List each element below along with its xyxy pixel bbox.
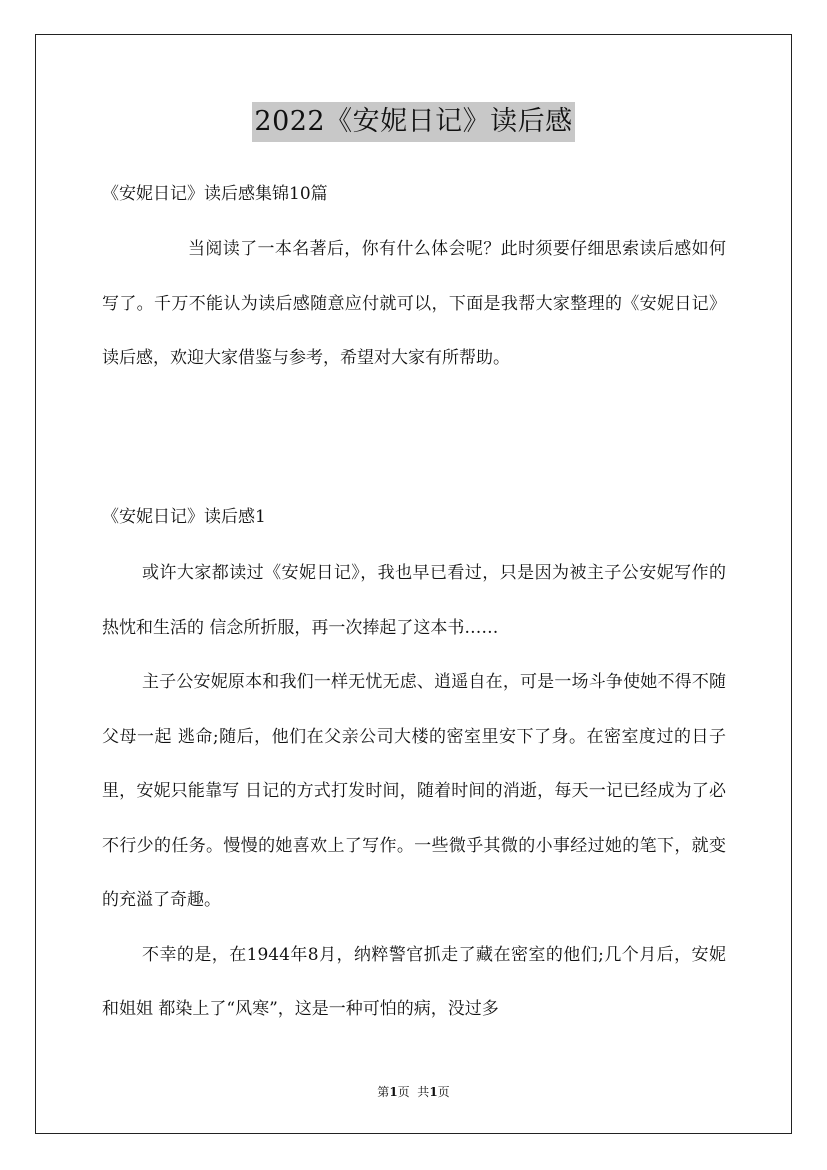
body-paragraph-1: 或许大家都读过《安妮日记》，我也早已看过，只是因为被主子公安妮写作的热忱和生活的 信念所折服，再一次捧起了这本书…… (102, 563, 726, 638)
body-paragraph-3: 不幸的是，在1944年8月，纳粹警官抓走了藏在密室的他们;几个月后，安妮和姐姐 都染上了“风寒”，这是一种可怕的病，没过多 (102, 944, 726, 1019)
body-text (102, 546, 726, 1037)
title-container (0, 102, 827, 142)
document-title: 2022《安妮日记》读后感 (252, 102, 574, 142)
footer-mid: 页 共 (397, 1085, 430, 1099)
footer-page-total: 1 (429, 1085, 438, 1099)
section-heading: 《安妮日记》读后感1 (102, 507, 266, 527)
page-footer (0, 1084, 827, 1100)
footer-page-current: 1 (389, 1085, 398, 1099)
body-paragraph-2: 主子公安妮原本和我们一样无忧无虑、逍遥自在，可是一场斗争使她不得不随父母一起 逃命;随后，他们在父亲公司大楼的密室里安下了身。在密室度过的日子里，安妮只能靠写 日记的方式打发时间，随着时间的消逝，每天一记已经成为了必不行少的任务。慢慢的她喜欢上了写作。一些微乎其微的小事经过她的笔下，就变的充溢了奇趣。 (102, 672, 726, 910)
footer-suffix: 页 (437, 1085, 450, 1099)
intro-paragraph: 当阅读了一本名著后，你有什么体会呢？此时须要仔细思索读后感如何写了。千万不能认为读后感随意应付就可以，下面是我帮大家整理的《安妮日记》读后感，欢迎大家借鉴与参考，希望对大家有所帮助。 (102, 239, 726, 368)
footer-prefix: 第 (377, 1085, 390, 1099)
document-subtitle: 《安妮日记》读后感集锦10篇 (102, 184, 328, 204)
